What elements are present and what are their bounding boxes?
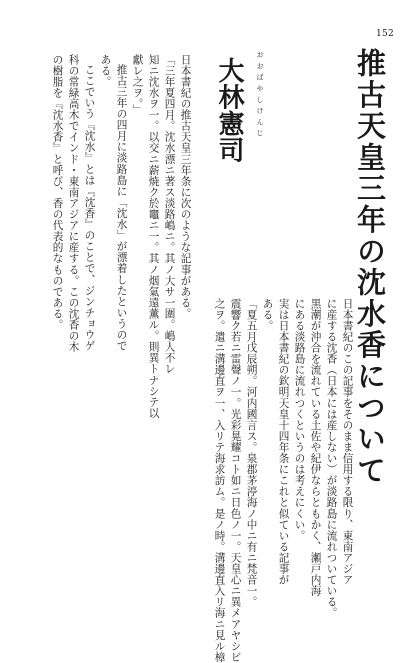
author-name: 大林憲司 — [214, 57, 244, 163]
page-title: 推古天皇三年の沈水香について — [353, 48, 387, 487]
body-column: の樹脂を『沈水香』と呼び、香の代表的なものである。 — [51, 54, 64, 331]
body-column: 獻レ之ヲ。」 — [131, 54, 144, 115]
body-column: 知ニ沈水ヲ一。以交ニ薪焼ク於竈ニ一。其ノ烟氣遠薫ル。則異トナシテ以 — [147, 54, 160, 419]
body-column: 日本書紀の推古天皇三年条に次のような記事がある。 — [179, 54, 192, 320]
body-column: 震響ク若ニ雷聲ノ一。光彩晃耀コト如ニ日色ノ一。天皇心ニ異メアヤシビ — [229, 298, 242, 663]
author-reading: おおばやしけんじ — [256, 51, 264, 141]
body-column: ここでいう『沈水』とは『沈香』のことで、ジンチョウゲ — [83, 64, 96, 352]
body-column: ある。 — [261, 298, 274, 332]
body-column: 黒潮が沖合を流れている土佐や紀伊ならともかく、瀬戸内海 — [309, 298, 322, 597]
body-column: ある。 — [99, 54, 112, 88]
body-column: 推古三年の四月に淡路島に「沈水」が漂着したというので — [115, 64, 128, 352]
body-column: 「夏五月戊辰朔。河内國言ス。泉郡茅渟海ノ中ニ有ニ梵音一。 — [245, 298, 258, 608]
body-column: 科の常緑高木でインド・東南アジアに産する。この沈香の木 — [67, 54, 80, 353]
page-number: 152 — [376, 29, 395, 39]
body-column: 之ヲ。遣ニ溝邊直ヲ一、入リテ海求訪ム。是ノ時。溝邊直入リ海ニ見ル樟 — [213, 298, 226, 663]
body-column: に産する沈香（日本には産しない）が淡路島に流れついている。 — [325, 298, 338, 619]
body-column: 実は日本書紀の欽明天皇十四年条にこれと似ている記事が — [277, 298, 290, 586]
body-column: にある淡路島に流れつくというのは考えにくい。 — [293, 298, 306, 542]
body-column: 日本書紀のこの記事をそのまま信用する限り、東南アジア — [341, 298, 354, 586]
body-column: 「三年夏四月。沈水漂ニ著ス淡路嶋ニ。其ノ大サ一圍。嶋人不レ — [163, 54, 176, 375]
